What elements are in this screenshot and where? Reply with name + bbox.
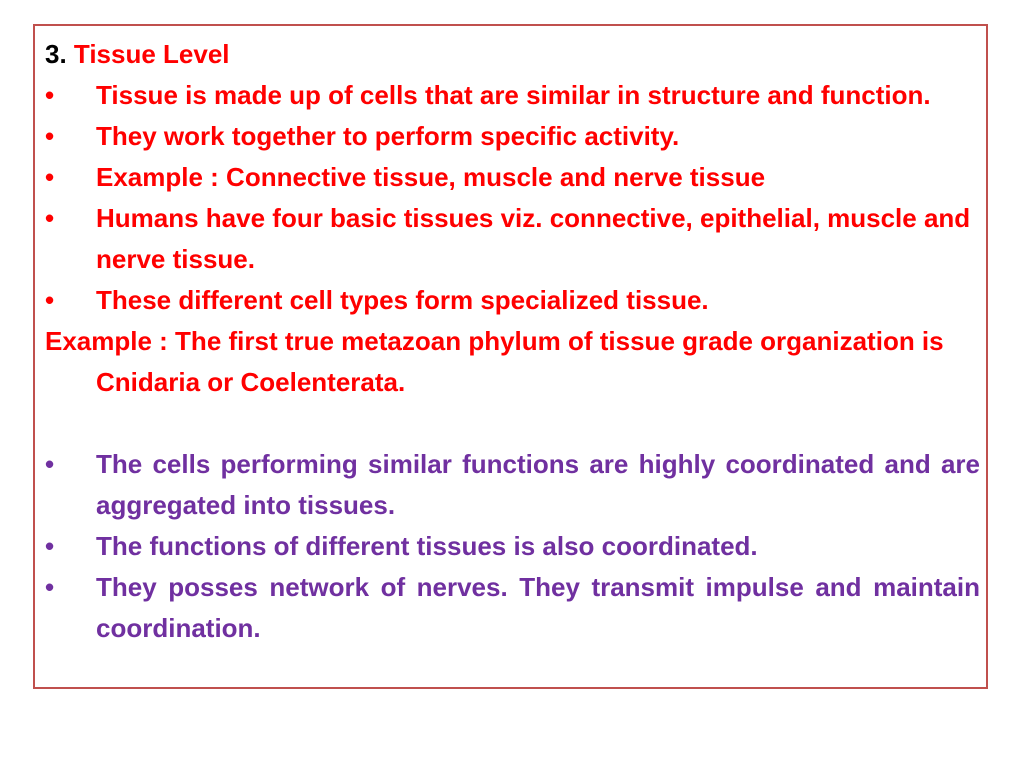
list-item [45, 75, 980, 116]
spacer [45, 403, 980, 444]
list-item-text: These different cell types form specialized tissue. [96, 285, 709, 315]
list-item [45, 198, 980, 280]
list-item-text: They work together to perform specific activity. [96, 121, 680, 151]
bullet-icon: • [45, 121, 55, 151]
bullet-icon: • [45, 285, 55, 315]
list-item-text: The cells performing similar functions are highly coordinated and are aggregated into tissues. [96, 449, 980, 520]
list-item [45, 116, 980, 157]
list-item-text: They posses network of nerves. They transmit impulse and maintain coordination. [96, 572, 980, 643]
section-heading [45, 34, 980, 75]
section-number: 3. [45, 39, 67, 69]
bullet-icon: • [45, 203, 55, 233]
bullet-icon: • [45, 531, 55, 561]
list-item-text: Tissue is made up of cells that are similar in structure and function. [96, 80, 931, 110]
bullet-icon: • [45, 572, 55, 602]
bullet-icon: • [45, 162, 55, 192]
list-item-text: Humans have four basic tissues viz. connective, epithelial, muscle and nerve tissue. [96, 203, 971, 274]
list-item-text: The functions of different tissues is also coordinated. [96, 531, 758, 561]
list-item [45, 157, 980, 198]
list-item-text: Example : Connective tissue, muscle and nerve tissue [96, 162, 766, 192]
section-title: Tissue Level [73, 39, 230, 69]
slide-content [45, 34, 980, 649]
list-item [45, 526, 980, 567]
bullet-icon: • [45, 449, 55, 479]
bullet-icon: • [45, 80, 55, 110]
list-item [45, 280, 980, 321]
list-item [45, 567, 980, 649]
list-item [45, 444, 980, 526]
example-paragraph: Example : The first true metazoan phylum of tissue grade organization is Cnidaria or Coelenterata. [45, 326, 944, 397]
